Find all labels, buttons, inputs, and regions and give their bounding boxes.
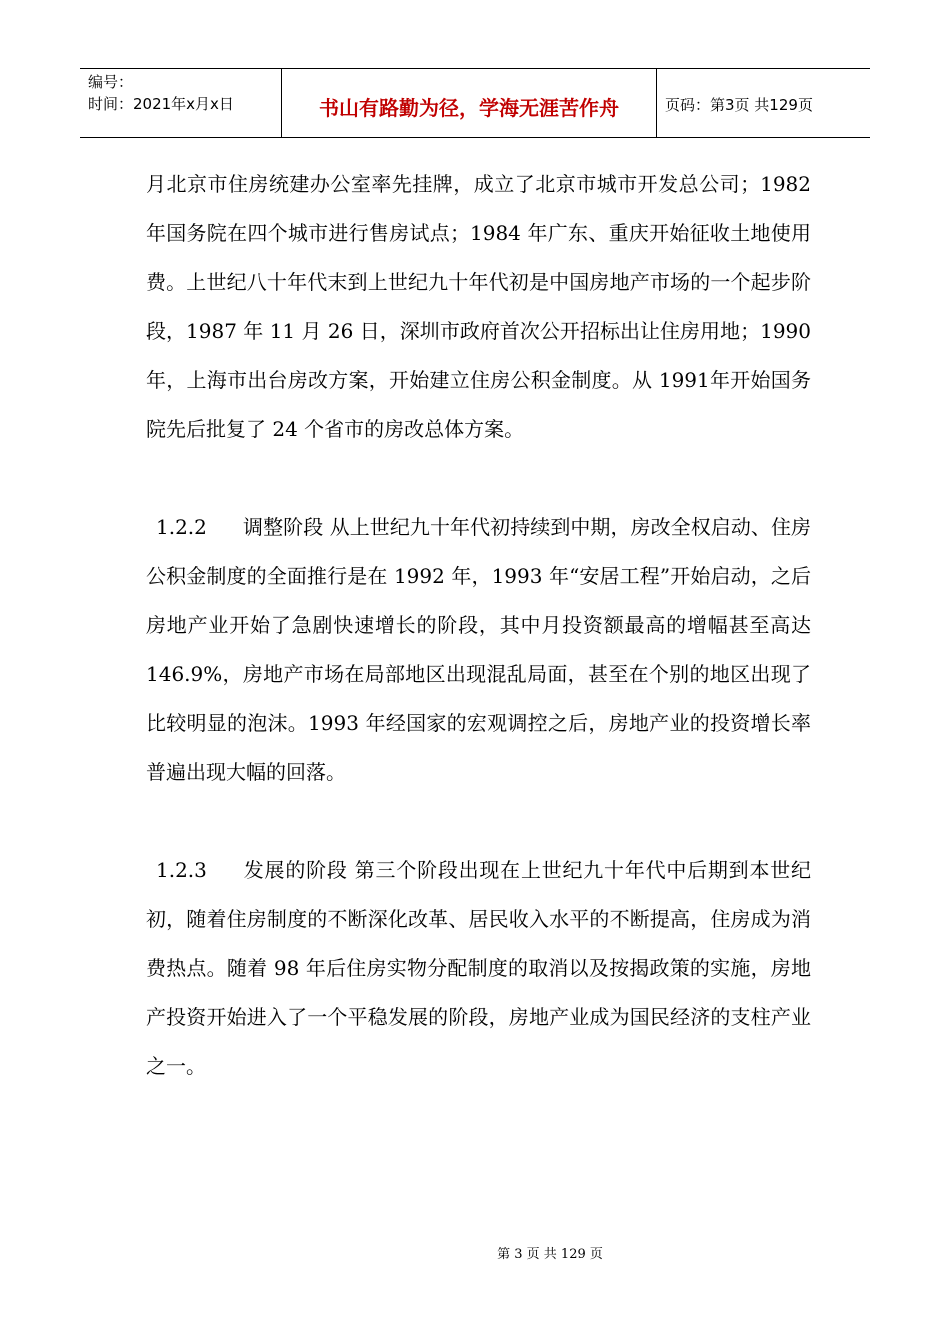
section-number: 1.2.3 xyxy=(156,858,207,882)
header-meta xyxy=(80,69,282,137)
section-text: 调整阶段 从上世纪九十年代初持续到中期，房改全权启动、住房公积金制度的全面推行是在 1992 年，1993 年“安居工程”开始启动，之后房地产业开始了急剧快速增长的阶段，其中月投资额最高的增幅甚至高达 146.9%，房地产市场在局部地区出现混乱局面，甚至在个别的地区出现了比较明显的泡沫。1993 年经国家的宏观调控之后，房地产业的投资增长率普遍出现大幅的回落。 xyxy=(146,515,811,784)
section-number: 1.2.2 xyxy=(156,515,207,539)
header-motto xyxy=(282,69,657,137)
section-1-2-3 xyxy=(146,846,811,1091)
page-number-label: 页码：第3页 共129页 xyxy=(665,95,813,114)
section-1-2-2 xyxy=(146,503,811,797)
paragraph-spacer xyxy=(146,797,811,846)
page-header xyxy=(80,68,870,138)
header-page-info xyxy=(657,69,870,137)
document-time-label: 时间：2021年x月x日 xyxy=(88,95,234,113)
footer-page-number: 第 3 页 共 129 页 xyxy=(497,1247,603,1262)
motto-text: 书山有路勤为径，学海无涯苦作舟 xyxy=(319,95,619,120)
document-code-label: 编号： xyxy=(88,73,134,91)
document-body xyxy=(146,160,811,1091)
page-footer xyxy=(0,1243,950,1262)
paragraph-1: 月北京市住房统建办公室率先挂牌，成立了北京市城市开发总公司；1982 年国务院在四个城市进行售房试点；1984 年广东、重庆开始征收土地使用费。上世纪八十年代末到上世纪九十年代初是中国房地产市场的一个起步阶段，1987 年 11 月 26 日，深圳市政府首次公开招标出让住房用地；1990 年，上海市出台房改方案，开始建立住房公积金制度。从 1991年开始国务院先后批复了 24 个省市的房改总体方案。 xyxy=(146,172,811,441)
paragraph-spacer xyxy=(146,454,811,503)
section-text: 发展的阶段 第三个阶段出现在上世纪九十年代中后期到本世纪初，随着住房制度的不断深化改革、居民收入水平的不断提高，住房成为消费热点。随着 98 年后住房实物分配制度的取消以及按揭政策的实施，房地产投资开始进入了一个平稳发展的阶段，房地产业成为国民经济的支柱产业之一。 xyxy=(146,858,811,1078)
